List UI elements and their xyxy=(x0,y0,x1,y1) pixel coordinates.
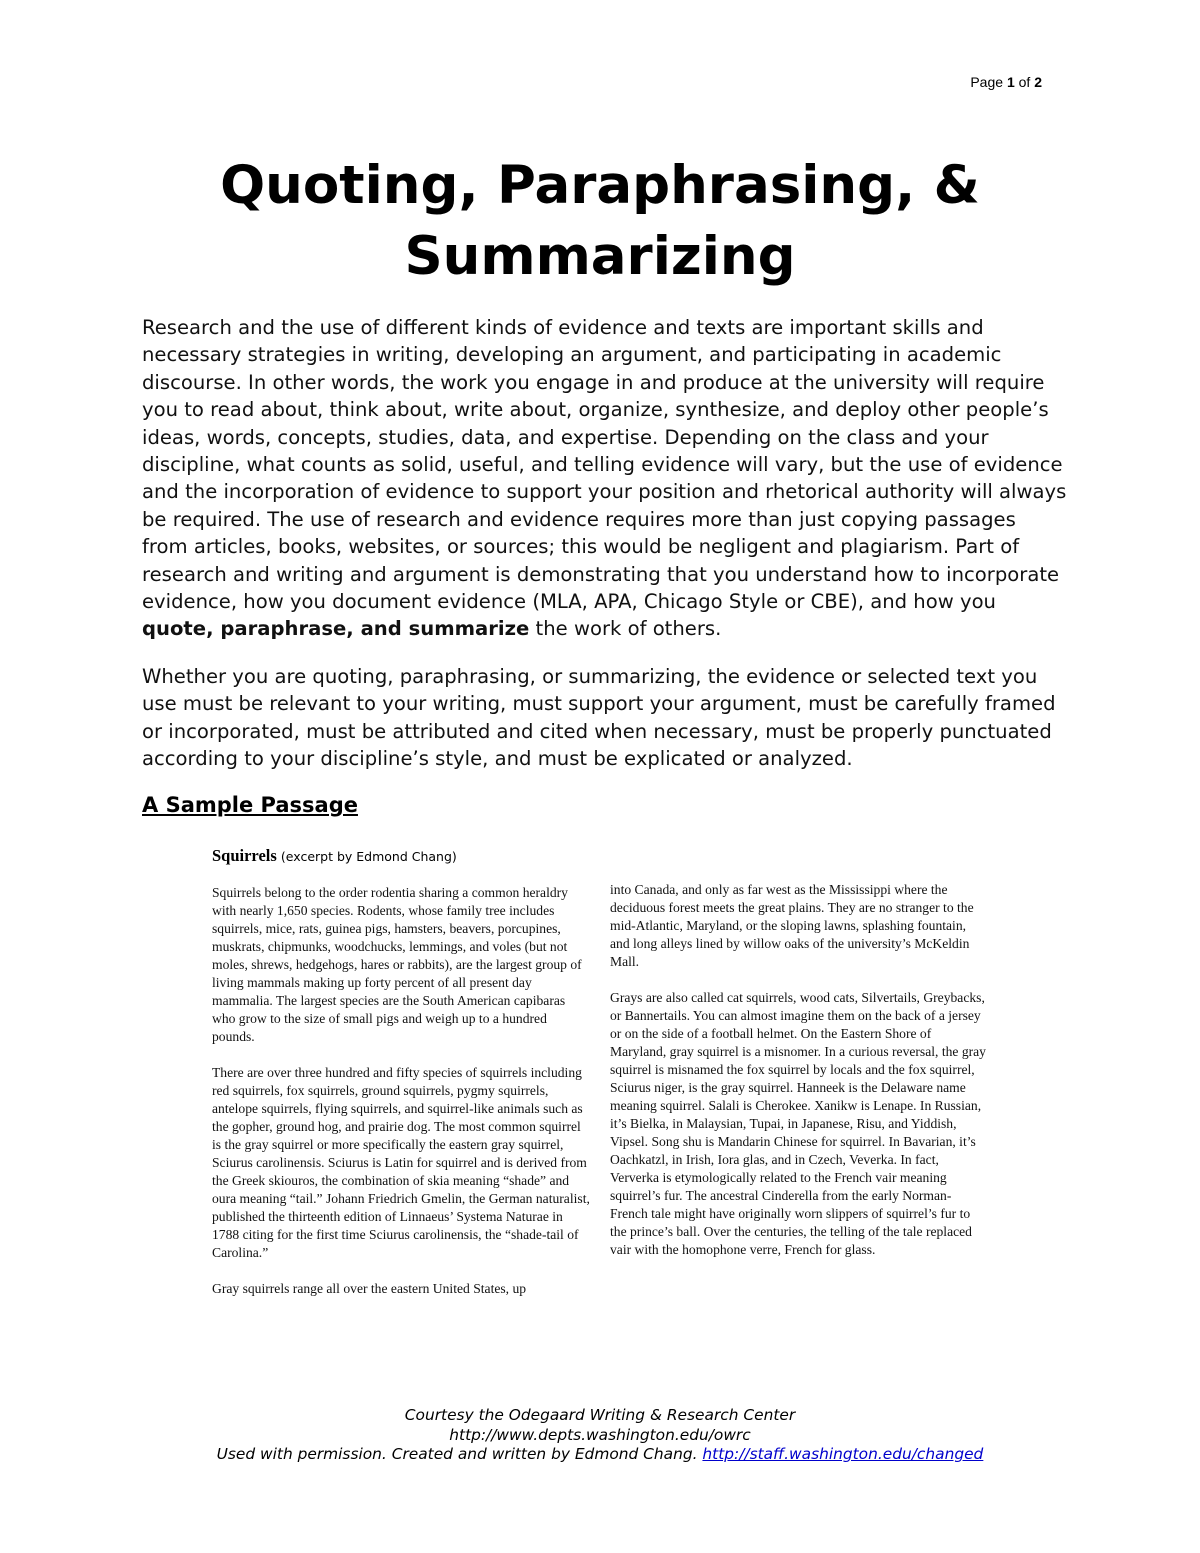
intro-p1-part1: Research and the use of different kinds of evidence and texts are important skills and necessary strategies in writing, developing an argument, and participating in academic discourse. In other words, the work you engage in and produce at the university will require you to read about, think about, write about, organize, synthesize, and deploy other people’s ideas, words, concepts, studies, data, and expertise. Depending on the class and your discipline, what counts as solid, useful, and telling evidence will vary, but the use of evidence and the incorporation of evidence to support your position and rhetorical authority will always be required. The use of research and evidence requires more than just copying passages from articles, books, websites, or sources; this would be negligent and plagiarism. Part of research and writing and argument is demonstrating that you understand how to incorporate evidence, how you document evidence (MLA, APA, Chicago Style or CBE), and how you xyxy=(142,316,1067,614)
intro-paragraph-2: Whether you are quoting, paraphrasing, or summarizing, the evidence or selected text you use must be relevant to your writing, must support your argument, must be carefully framed or incorporated, must be attributed and cited when necessary, must be properly punctuated according to your discipline’s style, and must be explicated or analyzed. xyxy=(142,664,1056,771)
footer-link[interactable]: http://staff.washington.edu/changed xyxy=(702,1445,984,1464)
section-heading: A Sample Passage xyxy=(142,793,358,817)
passage-left-p3: Gray squirrels range all over the eastern United States, up xyxy=(212,1281,527,1296)
footer-line-2: http://www.depts.washington.edu/owrc xyxy=(449,1425,751,1444)
passage-title-text: Squirrels xyxy=(212,846,277,865)
passage-column-left xyxy=(212,884,590,1316)
page-number xyxy=(970,74,1042,90)
passage-right-p1: into Canada, and only as far west as the Mississippi where the deciduous forest meets the great plains. They are no stranger to the mid-Atlantic, Maryland, or the sloping lawns, splashing fountain, and long alleys lined by willow oaks of the university’s McKeldin Mall. xyxy=(610,882,974,969)
passage-title xyxy=(212,846,457,866)
intro-p1-bold: quote, paraphrase, and summarize xyxy=(142,617,530,641)
footer-credit: Used with permission. Created and written by Edmond Chang. xyxy=(216,1445,698,1464)
title-line-1: Quoting, Paraphrasing, & xyxy=(220,155,980,216)
passage-left-p2: There are over three hundred and fifty species of squirrels including red squirrels, fox squirrels, ground squirrels, pygmy squirrels, antelope squirrels, flying squirrels, and squirrel-like animals such as the gopher, ground hog, and prairie dog. The most common squirrel is the gray squirrel or more specifically the eastern gray squirrel, Sciurus carolinensis. Sciurus is Latin for squirrel and is derived from the Greek skiouros, the combination of skia meaning “shade” and oura meaning “tail.” Johann Friedrich Gmelin, the German naturalist, published the thirteenth edition of Linnaeus’ Systema Naturae in 1788 citing for the first time Sciurus carolinensis, the “shade-tail of Carolina.” xyxy=(212,1065,590,1260)
footer xyxy=(140,1406,1060,1465)
page-prefix: Page xyxy=(970,74,1004,90)
page-current: 1 xyxy=(1006,74,1015,90)
page-of: of xyxy=(1018,74,1031,90)
intro-paragraph-1 xyxy=(142,314,1067,643)
page-total: 2 xyxy=(1034,74,1042,90)
intro-section xyxy=(142,314,1067,793)
footer-line-1: Courtesy the Odegaard Writing & Research Center xyxy=(404,1406,796,1424)
footer-line-3 xyxy=(140,1445,1060,1465)
passage-left-p1: Squirrels belong to the order rodentia sharing a common heraldry with nearly 1,650 species. Rodents, whose family tree includes squirrels, mice, rats, guinea pigs, hamsters, beavers, porcupines, muskrats, chipmunks, woodchucks, lemmings, and voles (but not moles, shrews, hedgehogs, hares or rabbits), are the largest group of living mammals making up forty percent of all present day mammalia. The largest species are the South American capibaras who grow to the size of small pigs and weigh up to a hundred pounds. xyxy=(212,885,582,1044)
page-title xyxy=(140,150,1060,292)
passage-column-right xyxy=(610,881,988,1277)
passage-subtitle: (excerpt by Edmond Chang) xyxy=(280,849,457,864)
intro-p1-part2: the work of others. xyxy=(529,617,722,641)
passage-right-p2: Grays are also called cat squirrels, wood cats, Silvertails, Greybacks, or Bannertails. You can almost imagine them on the back of a jersey or on the side of a football helmet. On the Eastern Shore of Maryland, gray squirrel is a misnomer. In a curious reversal, the gray squirrel is misnamed the fox squirrel by locals and the fox squirrel, Sciurus niger, is the gray squirrel. Hanneek is the Delaware name meaning squirrel. Salali is Cherokee. Xanikw is Lenape. In Russian, it’s Bielka, in Malaysian, Tupai, in Japanese, Risu, and Yiddish, Vipsel. Song shu is Mandarin Chinese for squirrel. In Bavarian, it’s Oachkatzl, in Irish, Iora glas, and in Czech, Veverka. In fact, Ververka is etymologically related to the French vair meaning squirrel’s fur. The ancestral Cinderella from the early Norman-French tale might have originally worn slippers of squirrel’s fur to the prince’s ball. Over the centuries, the telling of the tale replaced vair with the homophone verre, French for glass. xyxy=(610,990,986,1257)
title-line-2: Summarizing xyxy=(404,226,796,287)
